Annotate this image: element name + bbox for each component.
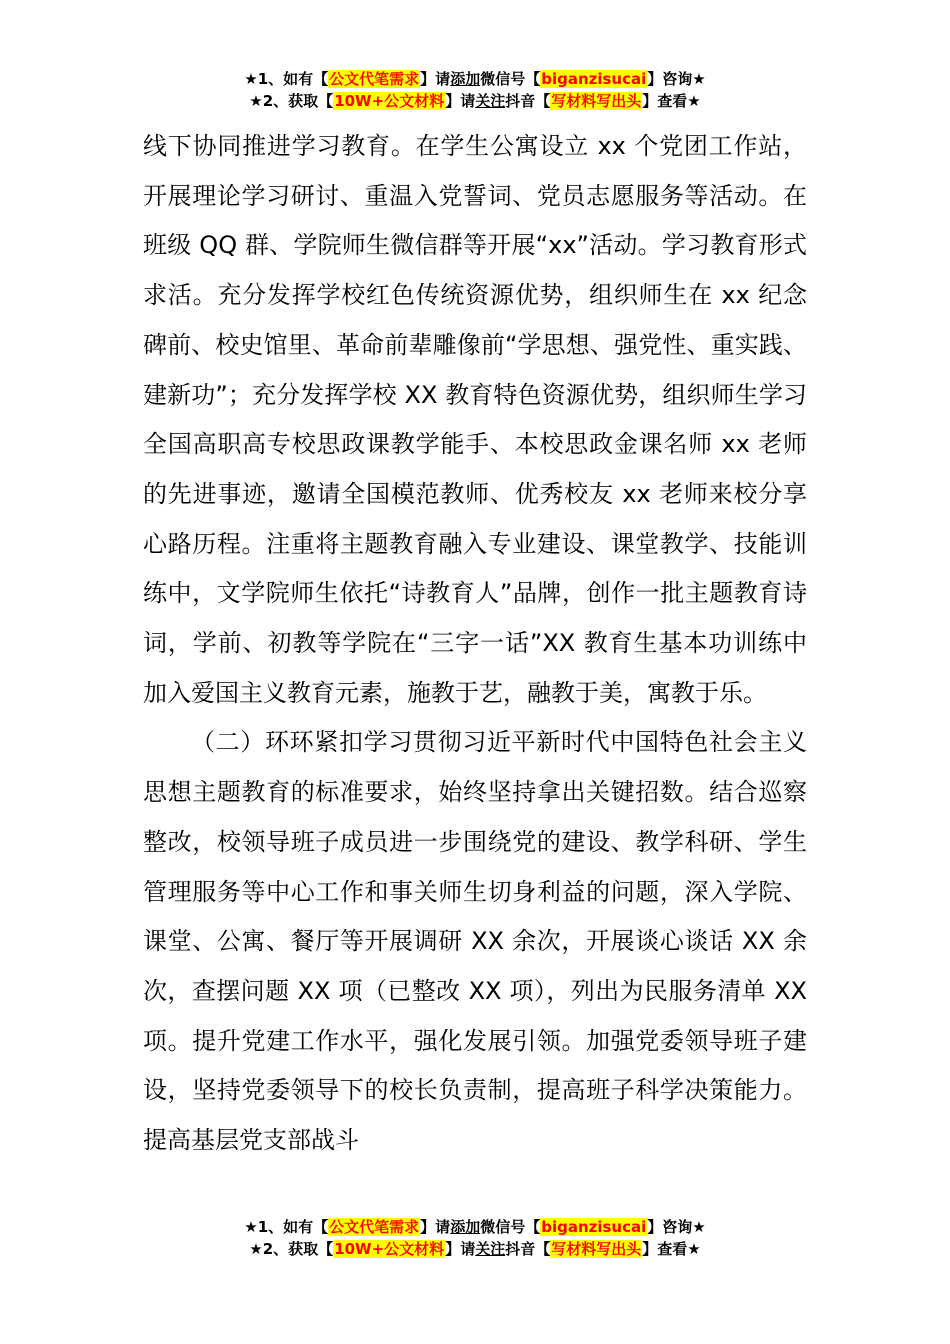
banner-highlight: 公文代笔需求	[329, 70, 420, 88]
banner-highlight: biganzisucai	[541, 1218, 647, 1236]
banner-underline: 添加	[450, 1218, 481, 1236]
banner-text: 】请	[445, 92, 476, 110]
banner-text: 】请	[420, 70, 451, 88]
banner-highlight: biganzisucai	[541, 70, 647, 88]
banner-text: 】咨询★	[647, 70, 706, 88]
banner-text: ★1、如有【	[244, 1218, 329, 1236]
banner-text: 微信号【	[480, 1218, 541, 1236]
document-body	[143, 122, 807, 1166]
banner-text: ★2、获取【	[249, 92, 334, 110]
banner-text: 】查看★	[642, 92, 701, 110]
banner-text: 抖音【	[505, 92, 551, 110]
paragraph-1: 线下协同推进学习教育。在学生公寓设立 xx 个党团工作站，开展理论学习研讨、重温入党誓词、党员志愿服务等活动。在班级 QQ 群、学院师生微信群等开展“xx”活动。学习教育形式求活。充分发挥学校红色传统资源优势，组织师生在 xx 纪念碑前、校史馆里、革命前辈雕像前“学思想、强党性、重实践、建新功”；充分发挥学校 XX 教育特色资源优势，组织师生学习全国高职高专校思政课教学能手、本校思政金课名师 xx 老师的先进事迹，邀请全国模范教师、优秀校友 xx 老师来校分享心路历程。注重将主题教育融入专业建设、课堂教学、技能训练中，文学院师生依托“诗教育人”品牌，创作一批主题教育诗词，学前、初教等学院在“三字一话”XX 教育生基本功训练中加入爱国主义教育元素，施教于艺，融教于美，寓教于乐。	[143, 132, 807, 707]
banner-line-2	[0, 90, 950, 112]
banner-text: ★2、获取【	[249, 1240, 334, 1258]
banner-underline: 关注	[475, 1240, 506, 1258]
banner-line-1	[0, 68, 950, 90]
header-banner	[0, 68, 950, 112]
banner-underline: 添加	[450, 70, 481, 88]
banner-underline: 关注	[475, 92, 506, 110]
banner-text: 】请	[420, 1218, 451, 1236]
footer-banner	[0, 1216, 950, 1260]
banner-highlight: 10W+公文材料	[334, 1240, 445, 1258]
banner-text: 】请	[445, 1240, 476, 1258]
banner-highlight: 写材料写出头	[551, 92, 642, 110]
banner-text: 】查看★	[642, 1240, 701, 1258]
banner-line-2	[0, 1238, 950, 1260]
banner-text: 微信号【	[480, 70, 541, 88]
banner-line-1	[0, 1216, 950, 1238]
banner-text: ★1、如有【	[244, 70, 329, 88]
banner-highlight: 10W+公文材料	[334, 92, 445, 110]
banner-text: 】咨询★	[647, 1218, 706, 1236]
banner-highlight: 写材料写出头	[551, 1240, 642, 1258]
banner-text: 抖音【	[505, 1240, 551, 1258]
paragraph-2: （二）环环紧扣学习贯彻习近平新时代中国特色社会主义思想主题教育的标准要求，始终坚持拿出关键招数。结合巡察整改，校领导班子成员进一步围绕党的建设、教学科研、学生管理服务等中心工作和事关师生切身利益的问题，深入学院、课堂、公寓、餐厅等开展调研 XX 余次，开展谈心谈话 XX 余次，查摆问题 XX 项（已整改 XX 项），列出为民服务清单 XX 项。提升党建工作水平，强化发展引领。加强党委领导班子建设，坚持党委领导下的校长负责制，提高班子科学决策能力。提高基层党支部战斗	[143, 728, 807, 1155]
banner-highlight: 公文代笔需求	[329, 1218, 420, 1236]
